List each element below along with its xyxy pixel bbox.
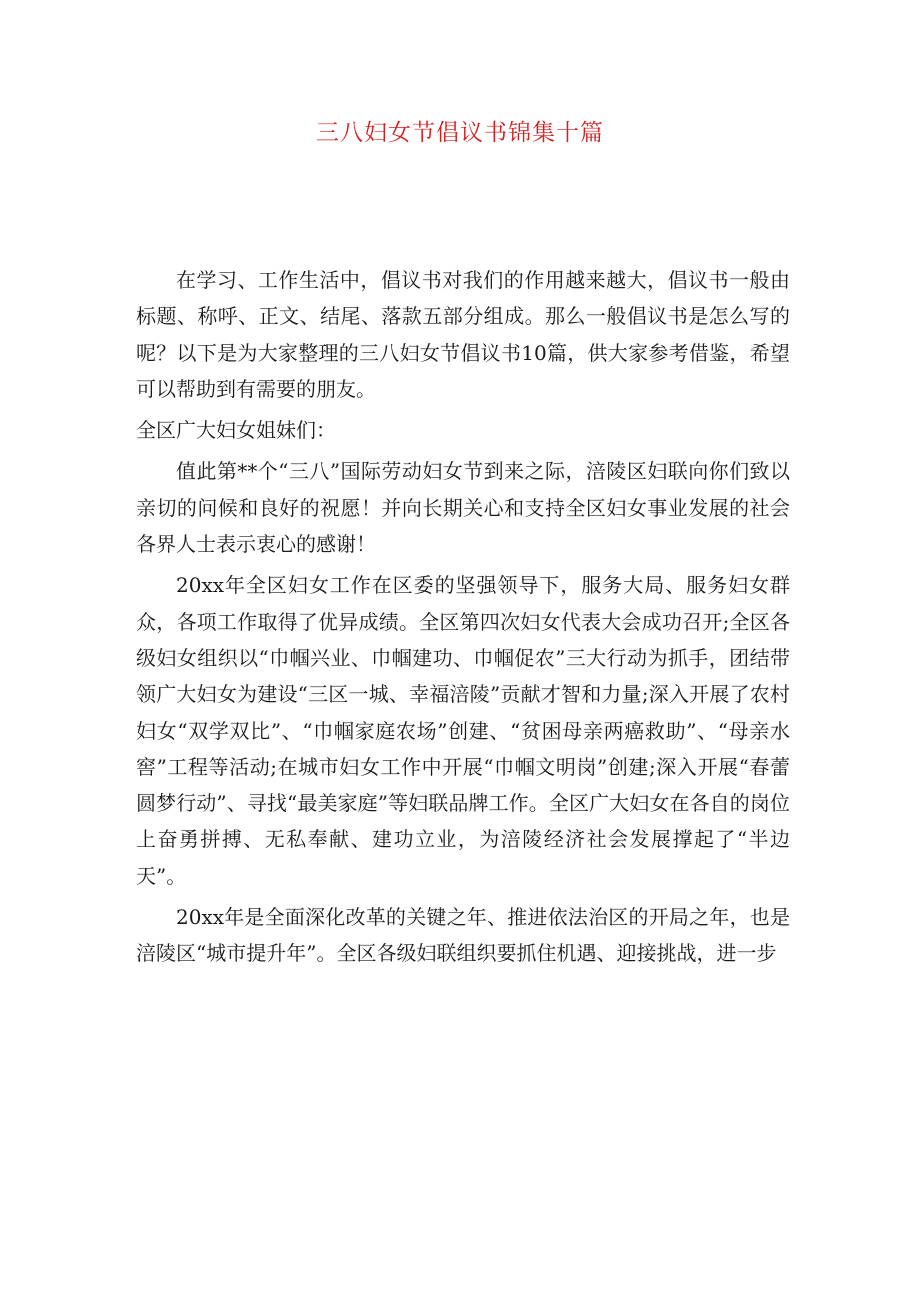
achievements-paragraph: 20xx年全区妇女工作在区委的坚强领导下，服务大局、服务妇女群众，各项工作取得了优异成绩。全区第四次妇女代表大会成功召开;全区各级妇女组织以“巾帼兴业、巾帼建功、巾帼促农”三大行动为抓手，团结带领广大妇女为建设“三区一城、幸福涪陵”贡献才智和力量;深入开展了农村妇女“双学双比”、“巾帼家庭农场”创建、“贫困母亲两癌救助”、“母亲水窖”工程等活动;在城市妇女工作中开展“巾帼文明岗”创建;深入开展“春蕾圆梦行动”、寻找“最美家庭”等妇联品牌工作。全区广大妇女在各自的岗位上奋勇拼搏、无私奉献、建功立业，为涪陵经济社会发展撑起了“半边天”。 xyxy=(136,573,790,888)
greeting-paragraph: 值此第**个“三八”国际劳动妇女节到来之际，涪陵区妇联向你们致以亲切的问候和良好的祝愿！并向长期关心和支持全区妇女事业发展的社会各界人士表示衷心的感谢！ xyxy=(136,459,790,557)
intro-paragraph: 在学习、工作生活中，倡议书对我们的作用越来越大，倡议书一般由标题、称呼、正文、结尾、落款五部分组成。那么一般倡议书是怎么写的呢？以下是为大家整理的三八妇女节倡议书10篇，供大家参考借鉴，希望可以帮助到有需要的朋友。 xyxy=(136,268,790,401)
salutation: 全区广大妇女姐妹们： xyxy=(136,418,336,443)
document-title: 三八妇女节倡议书锦集十篇 xyxy=(316,120,604,146)
document-body xyxy=(136,262,790,972)
outlook-paragraph: 20xx年是全面深化改革的关键之年、推进依法治区的开局之年，也是涪陵区“城市提升年”。全区各级妇联组织要抓住机遇、迎接挑战，进一步 xyxy=(136,905,790,966)
